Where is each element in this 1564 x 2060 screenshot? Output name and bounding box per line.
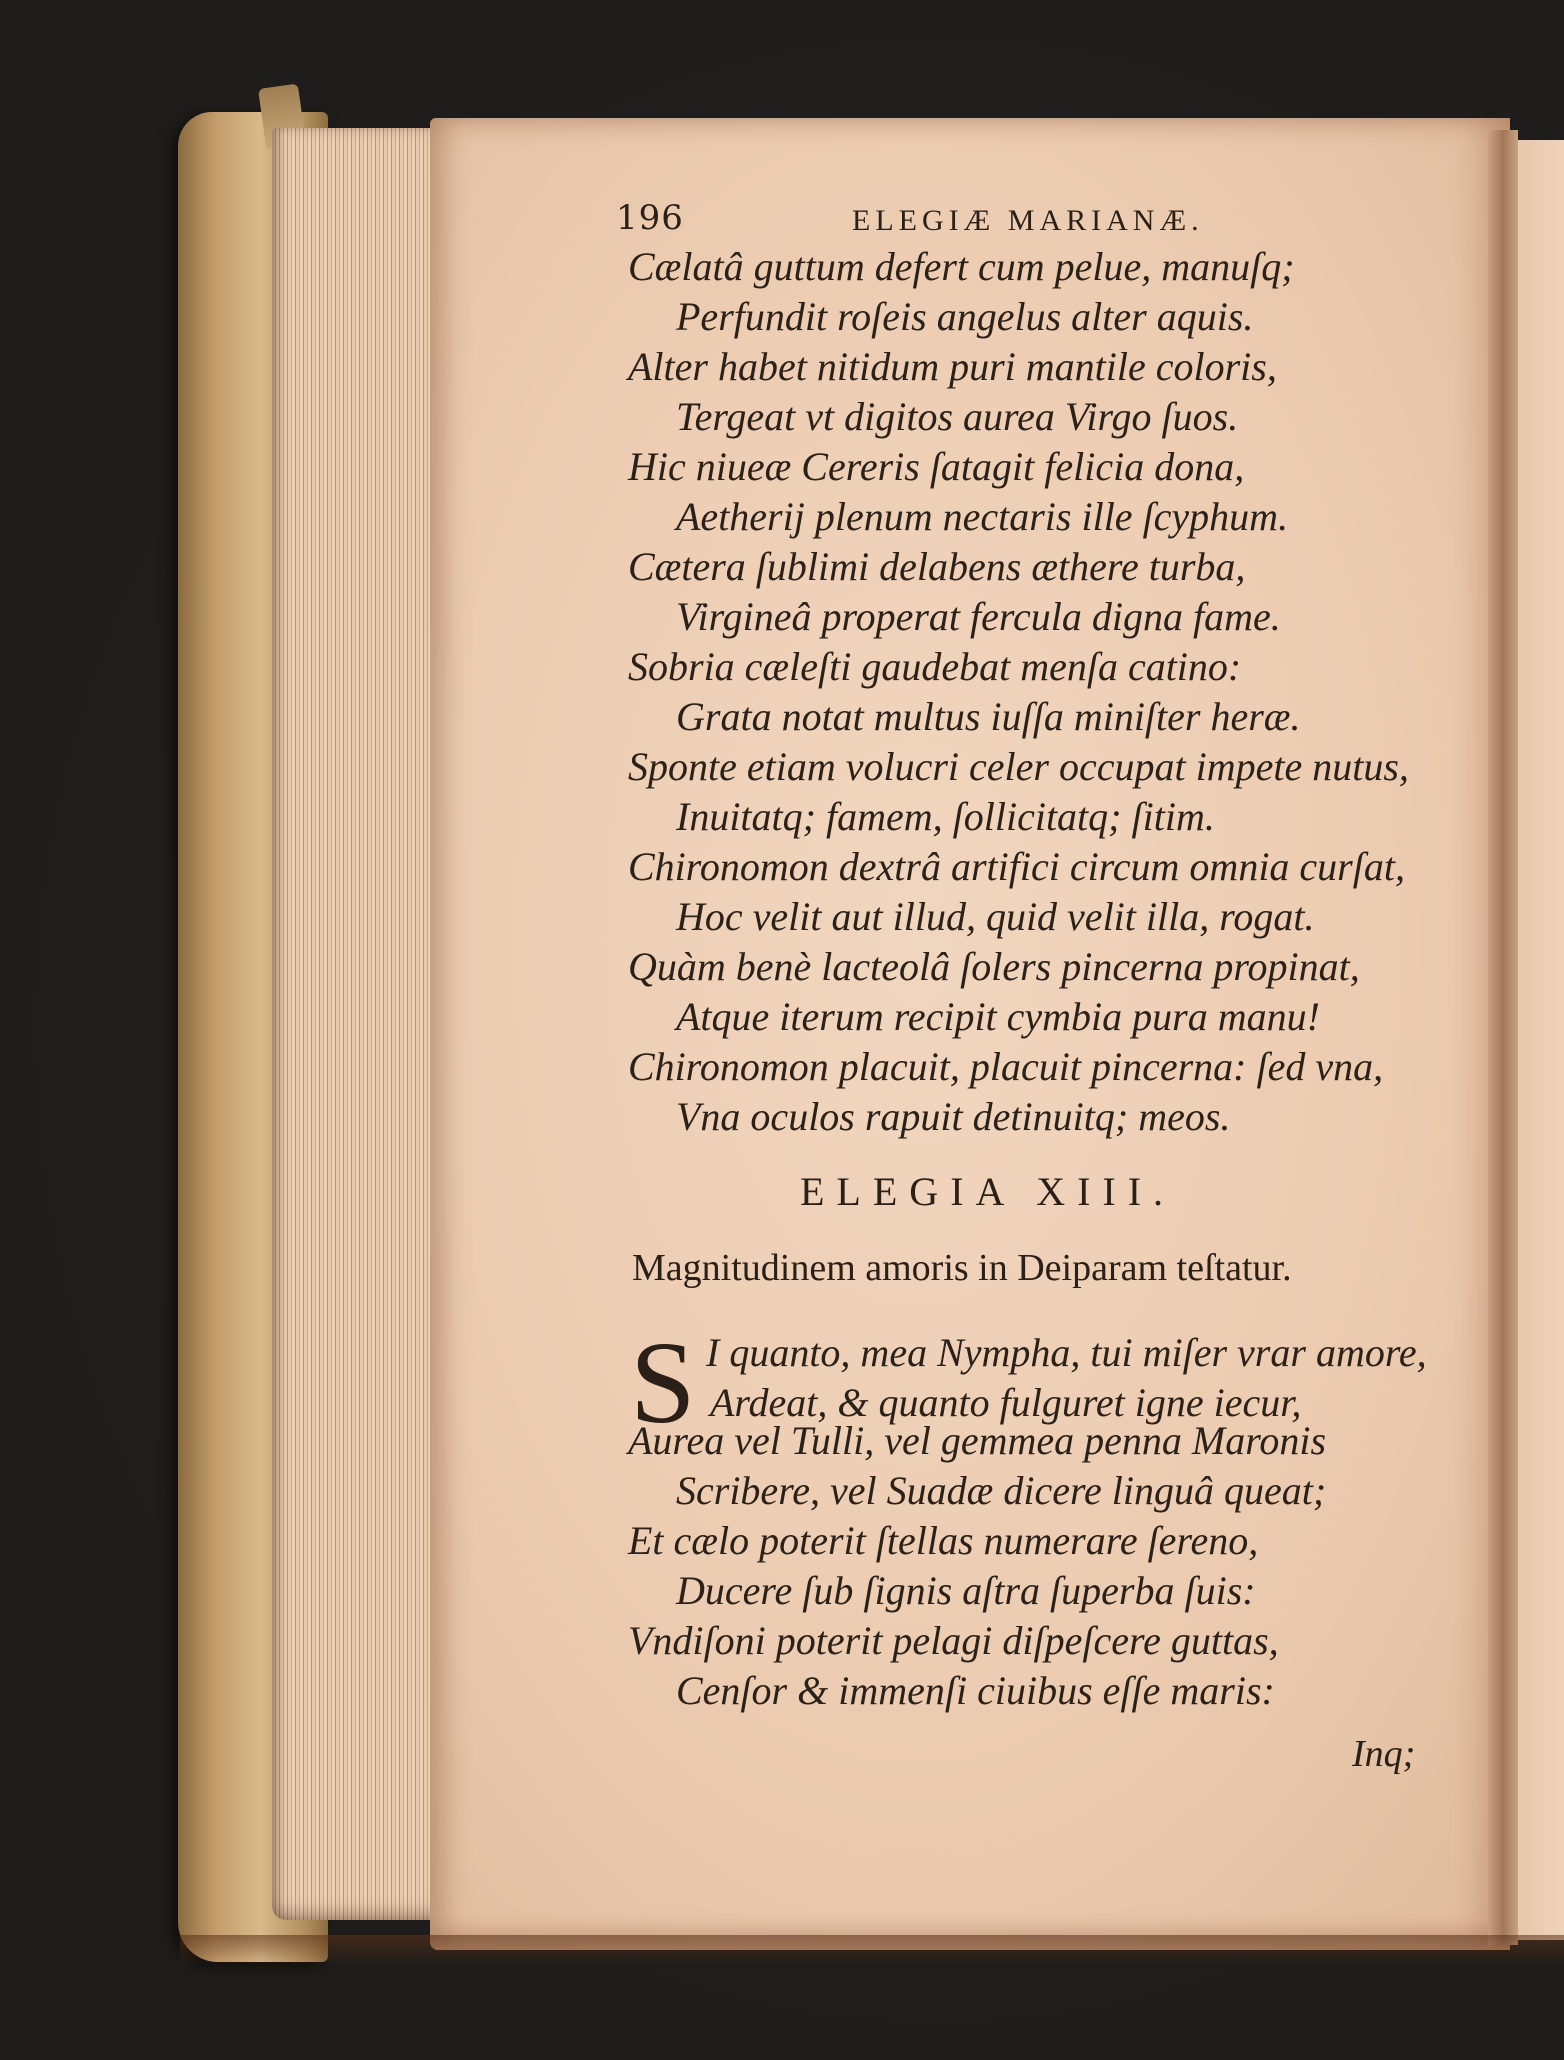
verse-line: Perfundit roſeis angelus alter aquis. bbox=[676, 294, 1254, 339]
book-shadow bbox=[180, 1935, 1564, 1965]
verse-line: Atque iterum recipit cymbia pura manu! bbox=[676, 994, 1320, 1039]
verse-line: I quanto, mea Nympha, tui miſer vrar amore, bbox=[706, 1330, 1427, 1375]
drop-cap: S bbox=[630, 1317, 696, 1448]
verse-line: Vna oculos rapuit detinuitq; meos. bbox=[676, 1094, 1231, 1139]
verse-block-top bbox=[628, 242, 1409, 1142]
verse-line: Alter habet nitidum puri mantile coloris, bbox=[628, 344, 1277, 389]
verse-line: Vndiſoni poterit pelagi diſpeſcere guttas, bbox=[628, 1618, 1279, 1663]
verse-line: Ducere ſub ſignis aſtra ſuperba ſuis: bbox=[676, 1568, 1256, 1613]
running-head: ELEGIÆ MARIANÆ. bbox=[852, 204, 1204, 237]
verse-line: Sponte etiam volucri celer occupat impete nutus, bbox=[628, 744, 1409, 789]
verse-line: Scribere, vel Suadæ dicere linguâ queat; bbox=[676, 1468, 1327, 1513]
opening-lines bbox=[706, 1328, 1427, 1428]
section-title: ELEGIA XIII. bbox=[800, 1169, 1176, 1214]
verse-line: Hic niueæ Cereris ſatagit felicia dona, bbox=[628, 444, 1245, 489]
page-header bbox=[616, 198, 1376, 246]
page-edges bbox=[272, 128, 447, 1920]
verse-line: Chironomon dextrâ artifici circum omnia curſat, bbox=[628, 844, 1405, 889]
verse-line: Cenſor & immenſi ciuibus eſſe maris: bbox=[676, 1668, 1275, 1713]
verse-line: Tergeat vt digitos aurea Virgo ſuos. bbox=[676, 394, 1239, 439]
verse-line: Cætera ſublimi delabens æthere turba, bbox=[628, 544, 1246, 589]
page-number: 196 bbox=[616, 198, 684, 238]
verse-line: Et cælo poterit ſtellas numerare ſereno, bbox=[628, 1518, 1259, 1563]
verse-line: Aurea vel Tulli, vel gemmea penna Maronis bbox=[628, 1418, 1327, 1463]
facing-page-edge bbox=[1518, 140, 1564, 1940]
verse-line: Virgineâ properat fercula digna fame. bbox=[676, 594, 1281, 639]
verse-line: Chironomon placuit, placuit pincerna: ſed vna, bbox=[628, 1044, 1384, 1089]
verse-line: Quàm benè lacteolâ ſolers pincerna propinat, bbox=[628, 944, 1360, 989]
verse-line: Hoc velit aut illud, quid velit illa, rogat. bbox=[676, 894, 1315, 939]
verse-line: Grata notat multus iuſſa miniſter heræ. bbox=[676, 694, 1301, 739]
verse-block-bottom bbox=[628, 1416, 1388, 1716]
verse-line: Cælatâ guttum defert cum pelue, manuſq; bbox=[628, 244, 1295, 289]
verse-line: Inuitatq; famem, ſollicitatq; ſitim. bbox=[676, 794, 1215, 839]
section-subtitle: Magnitudinem amoris in Deiparam teſtatur. bbox=[632, 1247, 1292, 1289]
catchword: Inq; bbox=[1352, 1733, 1416, 1775]
verse-line: Ardeat, & quanto fulguret igne iecur, bbox=[710, 1380, 1302, 1425]
verse-line: Aetherij plenum nectaris ille ſcyphum. bbox=[676, 494, 1289, 539]
book-gutter bbox=[1488, 130, 1518, 1945]
verse-line: Sobria cæleſti gaudebat menſa catino: bbox=[628, 644, 1242, 689]
